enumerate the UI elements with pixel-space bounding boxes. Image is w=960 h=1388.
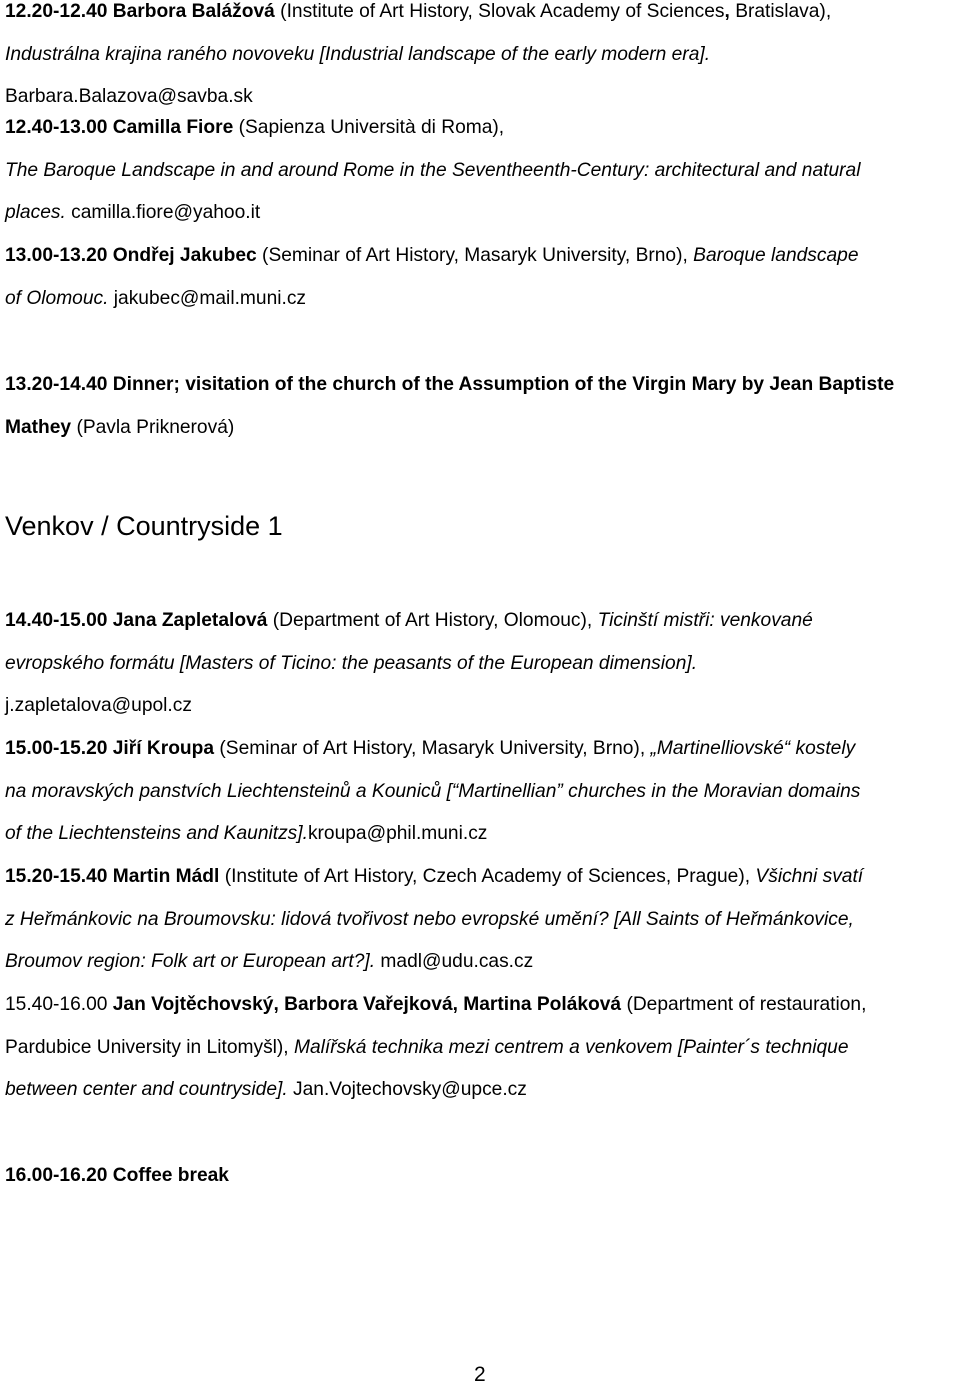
italic-title: The Baroque Landscape in and around Rome in the Seventheenth-Century: architectural and natural	[5, 159, 861, 181]
plain-text: camilla.fiore@yahoo.it	[65, 202, 261, 224]
plain-text: (Institute of Art History, Czech Academy of Sciences, Prague),	[219, 866, 756, 887]
entry-line	[5, 278, 958, 321]
plain-text: madl@udu.cas.cz	[375, 951, 534, 973]
italic-title: Malířská technika mezi centrem a venkovem [Painter´s technique	[293, 1036, 849, 1058]
plain-text: 15.40-16.00	[5, 994, 113, 1015]
italic-title: Baroque landscape	[693, 245, 859, 266]
plain-text: Jan.Vojtechovsky@upce.cz	[287, 1079, 527, 1101]
plain-text: (Seminar of Art History, Masaryk University, Brno),	[256, 245, 694, 266]
entry-line	[5, 0, 958, 34]
page-number: 2	[474, 1363, 486, 1386]
program-entry	[5, 364, 958, 449]
program-entry	[5, 107, 958, 235]
entry-line	[5, 407, 958, 450]
entry-line	[5, 107, 958, 150]
italic-title: Broumov region: Folk art or European art?].	[5, 951, 376, 973]
entry-line	[5, 984, 958, 1027]
italic-title: z Heřmánkovic na Broumovsku: lidová tvořivost nebo evropské umění? [All Saints of Heřmánkovice,	[5, 908, 854, 930]
entry-line	[5, 1027, 958, 1070]
plain-text: (Pavla Priknerová)	[71, 416, 235, 438]
plain-text: (Sapienza Università di Roma),	[233, 117, 505, 138]
program-entry	[5, 1155, 958, 1198]
entry-line	[5, 643, 958, 686]
entry-line	[5, 600, 958, 643]
program-entry	[5, 728, 958, 856]
entry-line	[5, 856, 958, 899]
bold-text: 12.20-12.40 Barbora Balážová	[5, 1, 275, 22]
bold-text: 15.20-15.40 Martin Mádl	[5, 866, 220, 887]
bold-text: Jan Vojtěchovský, Barbora Vařejková, Martina Poláková	[112, 994, 622, 1015]
entry-line	[5, 813, 958, 856]
plain-text: (Institute of Art History, Slovak Academy of Sciences	[274, 1, 725, 22]
italic-title: of Olomouc.	[5, 287, 109, 309]
plain-text: Barbara.Balazova@savba.sk	[5, 86, 253, 108]
italic-title: na moravských panstvích Liechtensteinů a Kouniců [“Martinellian” churches in the Moravian domains	[5, 780, 861, 802]
italic-title: Všichni svatí	[755, 866, 864, 887]
entry-line	[5, 150, 958, 193]
plain-text: j.zapletalova@upol.cz	[5, 695, 192, 717]
bold-text: 15.00-15.20 Jiří Kroupa	[5, 738, 215, 759]
bold-text: 12.40-13.00 Camilla Fiore	[5, 117, 234, 138]
entry-line	[5, 192, 958, 235]
italic-title: Ticinští mistři: venkované	[597, 610, 813, 631]
italic-title: of the Liechtensteins and Kaunitzs].	[5, 823, 308, 845]
program-entry	[5, 984, 958, 1112]
bold-text: 13.00-13.20 Ondřej Jakubec	[5, 245, 257, 266]
entry-line	[5, 1155, 958, 1198]
plain-text: (Seminar of Art History, Masaryk University, Brno),	[214, 738, 651, 759]
program-entry	[5, 600, 958, 728]
program-entry	[5, 856, 958, 984]
plain-text: Bratislava),	[729, 1, 832, 22]
entry-line	[5, 899, 958, 942]
italic-title: Industrálna krajina raného novoveku [Industrial landscape of the early modern era].	[5, 43, 711, 65]
bold-text: 13.20-14.40 Dinner; visitation of the church of the Assumption of the Virgin Mary by Jean Baptiste	[5, 374, 895, 395]
italic-title: evropského formátu [Masters of Ticino: the peasants of the European dimension].	[5, 652, 698, 674]
section-heading: Venkov / Countryside 1	[5, 511, 283, 541]
program-entry	[5, 235, 958, 320]
entry-line	[5, 728, 958, 771]
entry-line	[5, 34, 958, 77]
italic-title: places.	[5, 202, 66, 224]
entry-line	[5, 771, 958, 814]
entry-line	[5, 364, 958, 407]
plain-text: jakubec@mail.muni.cz	[108, 287, 307, 309]
bold-text: Mathey	[5, 416, 72, 438]
program-entry	[5, 0, 958, 119]
entry-line	[5, 685, 958, 728]
bold-text: 14.40-15.00 Jana Zapletalová	[5, 610, 268, 631]
plain-text: (Department of Art History, Olomouc),	[267, 610, 598, 631]
italic-title: „Martinelliovské“ kostely	[650, 738, 856, 759]
plain-text: Pardubice University in Litomyšl),	[5, 1036, 294, 1058]
plain-text: kroupa@phil.muni.cz	[307, 823, 488, 845]
entry-line	[5, 941, 958, 984]
entry-line	[5, 1069, 958, 1112]
plain-text: (Department of restauration,	[621, 994, 867, 1015]
italic-title: between center and countryside].	[5, 1079, 288, 1101]
bold-text: 16.00-16.20 Coffee break	[5, 1165, 229, 1186]
entry-line	[5, 235, 958, 278]
bold-text: ,	[724, 1, 730, 22]
